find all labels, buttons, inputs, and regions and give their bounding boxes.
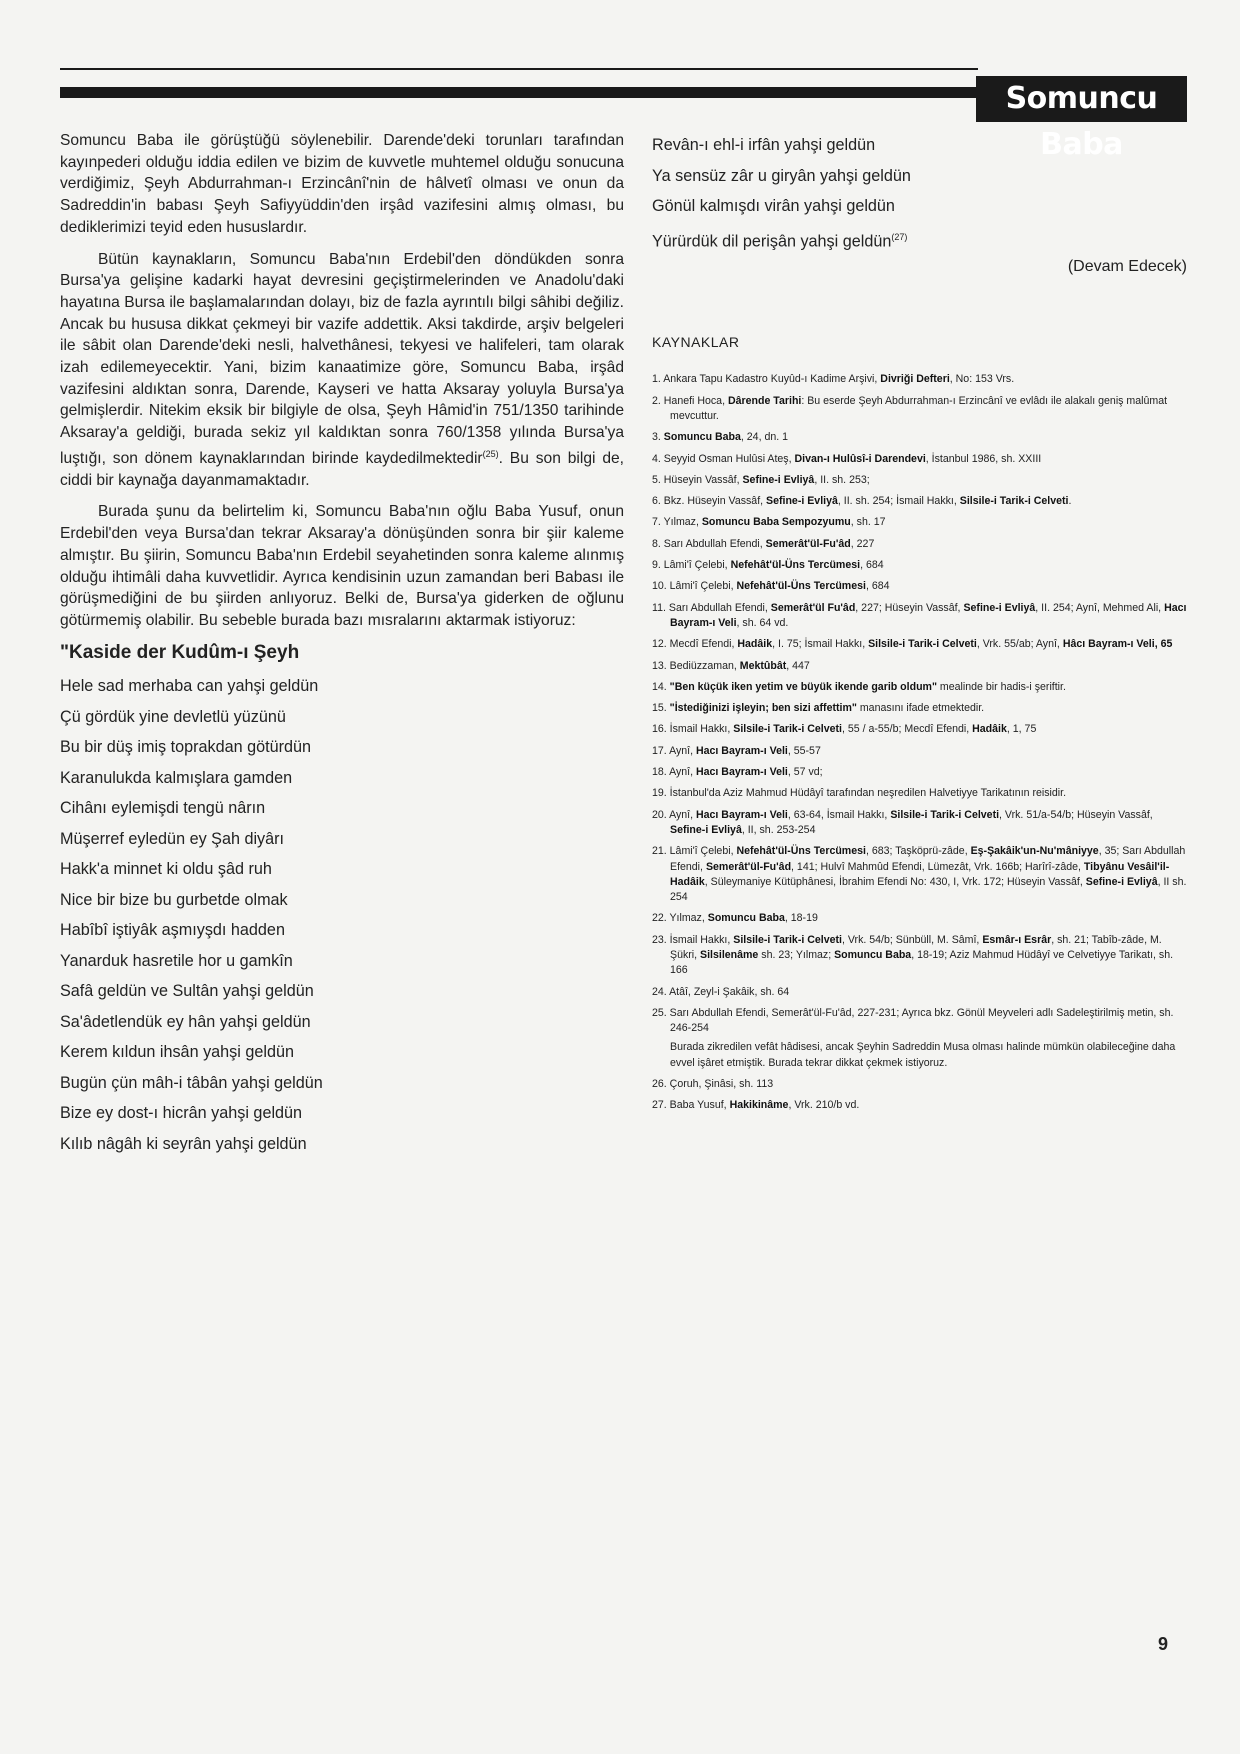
kaside-title: "Kaside der Kudûm-ı Şeyh (60, 641, 300, 663)
reference-item: 19. İstanbul'da Aziz Mahmud Hüdâyî tarafından neşredilen Halvetiyye Tarikatının reisidir. (652, 787, 1067, 800)
poem-line: Revân-ı ehl-i irfân yahşi geldün (652, 136, 876, 154)
poem-line: Kerem kıldun ihsân yahşi geldün (60, 1043, 294, 1062)
poem-line: Yanarduk hasretile hor u gamkîn (60, 951, 293, 970)
reference-item: 10. Lâmi'î Çelebi, Nefehât'ül-Üns Tercümesi, 684 (652, 580, 890, 593)
paragraph-2 (60, 249, 624, 492)
kaynaklar-heading: KAYNAKLAR (652, 334, 740, 351)
poem-line: Kılıb nâgâh ki seyrân yahşi geldün (60, 1134, 307, 1153)
reference-item: 24. Atâî, Zeyl-i Şakâik, sh. 64 (652, 985, 790, 998)
poem-line: Çü gördük yine devletlü yüzünü (60, 707, 286, 726)
reference-item: 3. Somuncu Baba, 24, dn. 1 (652, 431, 789, 444)
reference-item: 21. Lâmi'î Çelebi, Nefehât'ül-Üns Tercümesi, 683; Taşköprü-zâde, Eş-Şakâik'un-Nu'mâniyye, 35; Sarı Abdullah Efendi, Semerât'ül-Fu'âd, 141; Hulvî Mahmûd Efendi, Lümezât, Vrk. 166b; Harîrî-zâde, Tibyânu Vesâil'il-Hadâik, Süleymaniye Kütüphânesi, İbrahim Efendi No: 430, I, Vrk. 172; Hüseyin Vassâf, Sefine-i Evliyâ, II sh. 254 (652, 845, 1187, 904)
reference-list (652, 372, 1187, 1113)
reference-item: 6. Bkz. Hüseyin Vassâf, Sefine-i Evliyâ, II. sh. 254; İsmail Hakkı, Silsile-i Tarik-i Celveti. (652, 495, 1072, 508)
reference-item: 17. Aynî, Hacı Bayram-ı Veli, 55-57 (652, 744, 821, 757)
header-rule (60, 87, 978, 98)
footnote-marker-27: (27) (891, 231, 908, 242)
reference-item: 5. Hüseyin Vassâf, Sefine-i Evliyâ, II. sh. 253; (652, 473, 870, 486)
poem-line: Bu bir düş imiş toprakdan götürdün (60, 738, 312, 757)
poem-line: Sa'âdetlendük ey hân yahşi geldün (60, 1012, 311, 1031)
reference-item: 20. Aynî, Hacı Bayram-ı Veli, 63-64, İsmail Hakkı, Silsile-i Tarik-i Celveti, Vrk. 51/a-54/b; Hüseyin Vassâf, Sefine-i Evliyâ, II, sh. 253-254 (652, 808, 1153, 836)
poem-line: Cihânı eylemişdi tengü nârın (60, 799, 266, 818)
reference-item: 15. "İstediğinizi işleyin; ben sizi affettim" manasını ifade etmektedir. (652, 702, 985, 715)
reference-note: Burada zikredilen vefât hâdisesi, ancak Şeyhin Sadreddin Musa olması halinde mümkün olabileceğine daha evvel işâret etmiştik. Burada tekrar dikkat çekmek istiyoruz. (670, 1041, 1176, 1069)
poem-line: Nice bir bize bu gurbetde olmak (60, 890, 288, 909)
reference-item: 25. Sarı Abdullah Efendi, Semerât'ül-Fu'âd, 227-231; Ayrıca bkz. Gönül Meyveleri adlı Sadeleştirilmiş metin, sh. 246-254 Burada zikredilen vefât hâdisesi, ancak Şeyhin Sadreddin Musa olması halinde mümkün olabileceğine daha evvel işâret etmiştik. Burada tekrar dikkat çekmek istiyoruz. (652, 1006, 1187, 1071)
poem-left (60, 671, 624, 1159)
reference-item: 11. Sarı Abdullah Efendi, Semerât'ül Fu'âd, 227; Hüseyin Vassâf, Sefine-i Evliyâ, II. 254; Aynî, Mehmed Ali, Hacı Bayram-ı Veli, sh. 64 vd. (652, 601, 1187, 629)
header-rule-thin (60, 68, 978, 70)
poem-line: Bugün çün mâh-i tâbân yahşi geldün (60, 1073, 323, 1092)
paragraph-3: Burada şunu da belirtelim ki, Somuncu Baba'nın oğlu Baba Yusuf, onun Erdebil'den veya Bursa'dan tekrar Aksaray'a dönüşünden sonra bir şiir kaleme almıştır. Bu şiirin, Somuncu Baba'nın Erdebil seyahetinden sonra kaleme alınmış olduğu ihtimâli daha kuvvetlidir. Ayrıca kendisinin uzun zamandan beri Babası ile görüşmediğini de bu şiirden anlıyoruz. Belki de, Bursa'ya giderken de oğlunu götürmemiş olabilir. Bu sebeble burada bazı mısralarını aktarmak istiyoruz: (60, 503, 624, 629)
reference-item: 23. İsmail Hakkı, Silsile-i Tarik-i Celveti, Vrk. 54/b; Sünbüll, M. Sâmî, Esmâr-ı Esrâr, sh. 21; Tabîb-zâde, M. Şükri, Silsilenâme sh. 23; Yılmaz; Somuncu Baba, 18-19; Aziz Mahmud Hüdâyî ve Celvetiyye Tarikatı, sh. 166 (652, 933, 1174, 977)
poem-line: Bize ey dost-ı hicrân yahşi geldün (60, 1104, 303, 1123)
poem-right (652, 130, 1187, 256)
footnote-marker-25: (25) (482, 448, 499, 459)
reference-item: 26. Çoruh, Şinâsi, sh. 113 (652, 1078, 774, 1091)
paragraph-2-text: Bütün kaynakların, Somuncu Baba'nın Erdebil'den döndükden sonra Bursa'ya gelişine kadarki hayat devresini geçiştirmelerinden ve Anadolu'daki hayatına Bursa ile başlamalarından dolayı, biz de fazla ayrıntılı bilgi sâhibi değiliz. Ancak bu hususa dikkat çekmeyi bir vazife addettik. Aksi takdirde, arşiv belgeleri ile sâbit olan Darende'deki nesli, halvethânesi, tekyesi ve halifeleri, tam olarak izah edilemeyecektir. Yani, bizim kanaatimize göre, Somuncu Baba, irşâd vazifesini aldıktan sonra, Darende, Kayseri ve hatta Aksaray yoluyla Bursa'ya gelmişlerdir. Nitekim eksik bir bilgiyle de olsa, Şeyh Hâmid'in 751/1350 tarihinde Aksaray'a geldiği, burada sekiz yıl kaldıktan sonra 760/1358 yılında Bursa'ya luştığı, son dönem kaynaklarından birinde kaydedilmektedir (60, 250, 624, 468)
reference-item: 13. Bediüzzaman, Mektûbât, 447 (652, 659, 810, 672)
reference-item: 2. Hanefi Hoca, Dârende Tarihi: Bu eserde Şeyh Abdurrahman-ı Erzincânî ve evlâdı ile alakalı geniş malûmat mevcuttur. (652, 394, 1168, 422)
right-column (652, 130, 1187, 1120)
left-column (60, 130, 624, 1159)
paragraph-1: Somuncu Baba ile görüştüğü söylenebilir. Darende'deki torunları tarafından kayınpederi olduğu iddia edilen ve bizim de kuvvetle muhtemel olduğu sonucuna verdiğimiz, Şeyh Abdurrahman-ı Erzincânî'nin de hâlvetî olması ve onun da Sadreddin'in babası Şeyh Safiyyüddin'den irşâd vazifesini almış olması, bu dediklerimizi teyid eden hususlardır. (60, 132, 624, 236)
poem-line: Hakk'a minnet ki oldu şâd ruh (60, 860, 272, 879)
page-number: 9 (1158, 1634, 1169, 1654)
reference-item: 18. Aynî, Hacı Bayram-ı Veli, 57 vd; (652, 766, 823, 779)
reference-item: 4. Seyyid Osman Hulûsi Ateş, Divan-ı Hulûsî-i Darendevi, İstanbul 1986, sh. XXIII (652, 452, 1042, 465)
reference-item: 22. Yılmaz, Somuncu Baba, 18-19 (652, 912, 818, 925)
paragraph-2-tail: . Bu son bilgi de, ciddi bir kaynağa dayanmamaktadır. (60, 450, 625, 489)
reference-item: 8. Sarı Abdullah Efendi, Semerât'ül-Fu'âd, 227 (652, 537, 875, 550)
poem-line: Safâ geldün ve Sultân yahşi geldün (60, 982, 314, 1001)
poem-line: Müşerref eyledün ey Şah diyârı (60, 829, 285, 848)
reference-item: 9. Lâmi'î Çelebi, Nefehât'ül-Üns Tercümesi, 684 (652, 559, 884, 572)
reference-item: 14. "Ben küçük iken yetim ve büyük ikende garib oldum" mealinde bir hadis-i şeriftir. (652, 680, 1066, 693)
poem-line: Yürürdük dil perişân yahşi geldün$^{(27)}$ (652, 231, 908, 250)
reference-item: 27. Baba Yusuf, Hakikinâme, Vrk. 210/b vd. (652, 1099, 860, 1112)
reference-item: 1. Ankara Tapu Kadastro Kuyûd-ı Kadime Arşivi, Divriği Defteri, No: 153 Vrs. (652, 373, 1015, 386)
poem-line: Ya sensüz zâr u giryân yahşi geldün (652, 166, 911, 185)
poem-line: Hele sad merhaba can yahşi geldün (60, 677, 319, 696)
reference-item: 16. İsmail Hakkı, Silsile-i Tarik-i Celveti, 55 / a-55/b; Mecdî Efendi, Hadâik, 1, 75 (652, 723, 1037, 736)
poem-line: Gönül kalmışdı virân yahşi geldün (652, 197, 895, 215)
poem-line: Habîbî iştiyâk aşmıyşdı hadden (60, 921, 285, 940)
poem-line: Karanulukda kalmışlara gamden (60, 768, 293, 787)
header-title-badge: Somuncu Baba (976, 76, 1187, 122)
reference-item: 12. Mecdî Efendi, Hadâik, I. 75; İsmail Hakkı, Silsile-i Tarik-i Celveti, Vrk. 55/ab; Aynî, Hâcı Bayram-ı Veli, 65 (652, 638, 1173, 651)
reference-item: 7. Yılmaz, Somuncu Baba Sempozyumu, sh. 17 (652, 516, 886, 529)
devam-edecek: (Devam Edecek) (1067, 258, 1187, 276)
